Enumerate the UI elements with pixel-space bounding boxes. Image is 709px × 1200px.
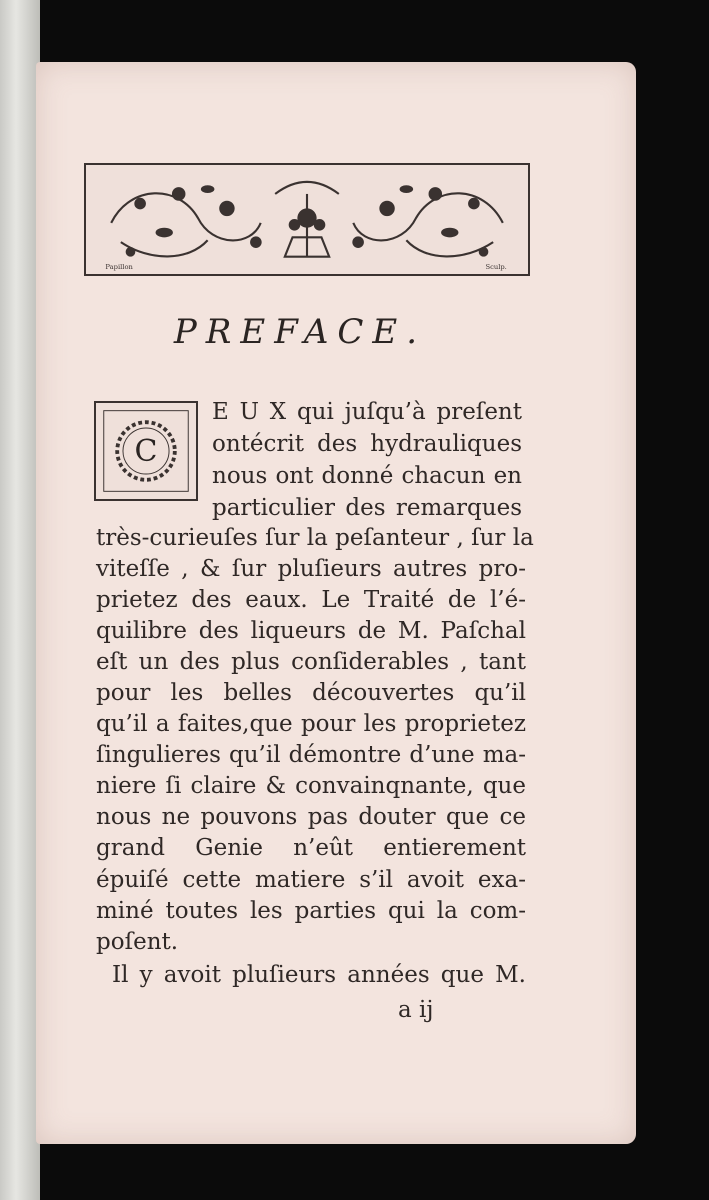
drop-cap bbox=[94, 401, 198, 501]
headpiece-credit-right: Sculp. bbox=[485, 263, 507, 272]
page-signature: a ij bbox=[398, 997, 434, 1023]
text-line: viteſſe , & ſur pluſieurs autres pro- bbox=[96, 556, 526, 582]
text-line: pour les belles découvertes qu’il bbox=[96, 680, 526, 706]
text-line: Il y avoit pluſieurs années que M. bbox=[112, 962, 526, 988]
text-line: particulier des remarques bbox=[212, 495, 522, 521]
text-line: grand Genie n’eût entierement bbox=[96, 835, 526, 861]
text-line: ſingulieres qu’il démontre d’une ma- bbox=[96, 742, 526, 768]
text-line: niere ſi claire & convainqnante, que bbox=[96, 773, 526, 799]
floral-ornament-icon bbox=[86, 165, 528, 274]
text-line: nous ont donné chacun en bbox=[212, 463, 522, 489]
page-title: PREFACE. bbox=[173, 312, 427, 352]
book-page-edges bbox=[0, 0, 40, 1200]
text-line: qu’il a faites,que pour les proprietez bbox=[96, 711, 526, 737]
ornamental-headpiece bbox=[84, 163, 530, 276]
text-line: E U X qui juſqu’à preſent bbox=[212, 399, 522, 425]
headpiece-credit-left: Papillon bbox=[105, 263, 133, 272]
text-line: prietez des eaux. Le Traité de l’é- bbox=[96, 587, 526, 613]
text-line: nous ne pouvons pas douter que ce bbox=[96, 804, 526, 830]
text-line: ontécrit des hydrauliques bbox=[212, 431, 522, 457]
text-line: quilibre des liqueurs de M. Paſchal bbox=[96, 618, 526, 644]
text-line: eſt un des plus conſiderables , tant bbox=[96, 649, 526, 675]
text-line: épuiſé cette matiere s’il avoit exa- bbox=[96, 867, 526, 893]
text-line: poſent. bbox=[96, 929, 179, 955]
text-line: très-curieuſes ſur la peſanteur , ſur la bbox=[96, 525, 534, 551]
text-line: miné toutes les parties qui la com- bbox=[96, 898, 526, 924]
drop-cap-letter: C bbox=[134, 433, 158, 469]
